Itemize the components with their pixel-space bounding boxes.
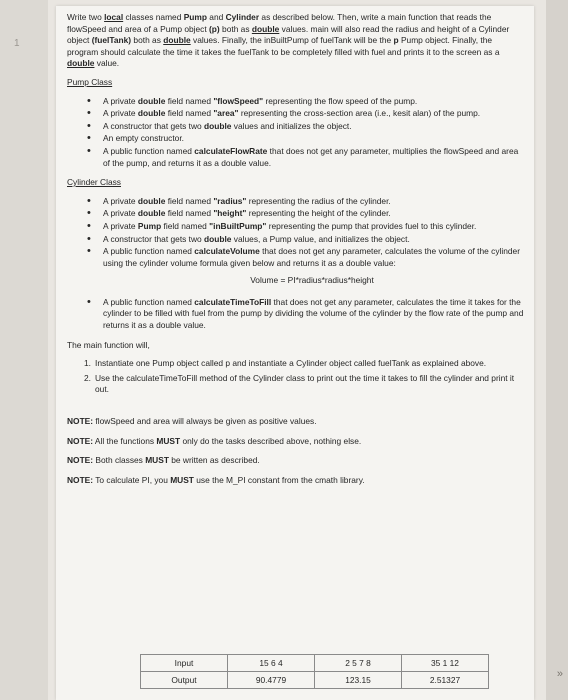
list-item: • A public function named calculateFlowRate that does not get any parameter, multiplies the flowSpeed and area of the pump, and returns it as a double value. — [67, 146, 525, 169]
list-item: • A constructor that gets two double values, a Pump value, and initializes the object. — [67, 234, 525, 246]
volume-formula: Volume = PI*radius*radius*height — [250, 275, 374, 286]
cylinder-class-list-cont — [67, 297, 525, 332]
list-item: • A constructor that gets two double values and initializes the object. — [67, 121, 525, 133]
list-item: • A private double field named "height" representing the height of the cylinder. — [67, 208, 525, 220]
list-item: • A private double field named "flowSpeed" representing the flow speed of the pump. — [67, 96, 525, 108]
list-item: 1. Instantiate one Pump object called p and instantiate a Cylinder object called fuelTank as explained above. — [84, 358, 487, 369]
pump-class-list — [67, 96, 525, 170]
list-item: • A public function named calculateTimeToFill that does not get any parameter, calculates the time it takes for the cylinder to be filled with fuel from the pump by dividing the volume of the cylinder by the flow rate of the pump and returns it as a double value. — [67, 297, 525, 332]
document-content — [67, 12, 525, 494]
note-positive-values: NOTE: flowSpeed and area will always be given as positive values. — [67, 416, 317, 427]
list-item: 2. Use the calculateTimeToFill method of the Cylinder class to print out the time it takes to fill the cylinder and print it out. — [84, 372, 515, 395]
table-cell: 90.4779 — [228, 672, 315, 689]
table-cell: 2 5 7 8 — [315, 655, 402, 672]
list-item: • An empty constructor. — [67, 133, 525, 145]
main-function-steps — [67, 358, 525, 396]
cylinder-class-list — [67, 196, 525, 270]
right-gutter — [546, 0, 568, 700]
note-mpi-constant: NOTE: To calculate PI, you MUST use the M_PI constant from the cmath library. — [67, 474, 365, 485]
list-item: • A public function named calculateVolume that does not get any parameter, calculates the volume of the cylinder using the cylinder volume formula given below and returns it as a double value: — [67, 246, 525, 269]
main-function-heading: The main function will, — [67, 339, 150, 350]
table-cell: Input — [141, 655, 228, 672]
line-number: 1 — [14, 38, 20, 49]
table-cell: 2.51327 — [402, 672, 489, 689]
left-gutter — [0, 0, 48, 700]
input-output-table — [140, 654, 489, 689]
table-cell: 15 6 4 — [228, 655, 315, 672]
list-item: • A private double field named "radius" representing the radius of the cylinder. — [67, 196, 525, 208]
document-page — [56, 6, 534, 700]
note-functions-must: NOTE: All the functions MUST only do the tasks described above, nothing else. — [67, 435, 362, 446]
table-cell: 35 1 12 — [402, 655, 489, 672]
list-item: • A private double field named "area" representing the cross-section area (i.e., kesit alan) of the pump. — [67, 108, 525, 120]
intro-paragraph: Write two local classes named Pump and Cylinder as described below. Then, write a main function that reads the flowSpeed and area of a Pump object (p) both as double values. main will also read the radius and height of a Cylinder object (fuelTank) both as double values. Finally, the inBuiltPump of fuelTank will be the p Pump object. Finally, the program should calculate the time it takes the fuelTank to be completely filled with fuel and prints it to the screen as a double value. — [67, 12, 510, 69]
note-classes-must: NOTE: Both classes MUST be written as described. — [67, 455, 260, 466]
list-item: • A private Pump field named "inBuiltPump" representing the pump that provides fuel to this cylinder. — [67, 221, 525, 233]
table-row — [141, 655, 489, 672]
cylinder-class-heading: Cylinder Class — [67, 177, 121, 188]
pump-class-heading: Pump Class — [67, 76, 113, 87]
next-page-chevron-icon[interactable]: » — [556, 668, 563, 680]
table-cell: 123.15 — [315, 672, 402, 689]
table-cell: Output — [141, 672, 228, 689]
table-row — [141, 672, 489, 689]
